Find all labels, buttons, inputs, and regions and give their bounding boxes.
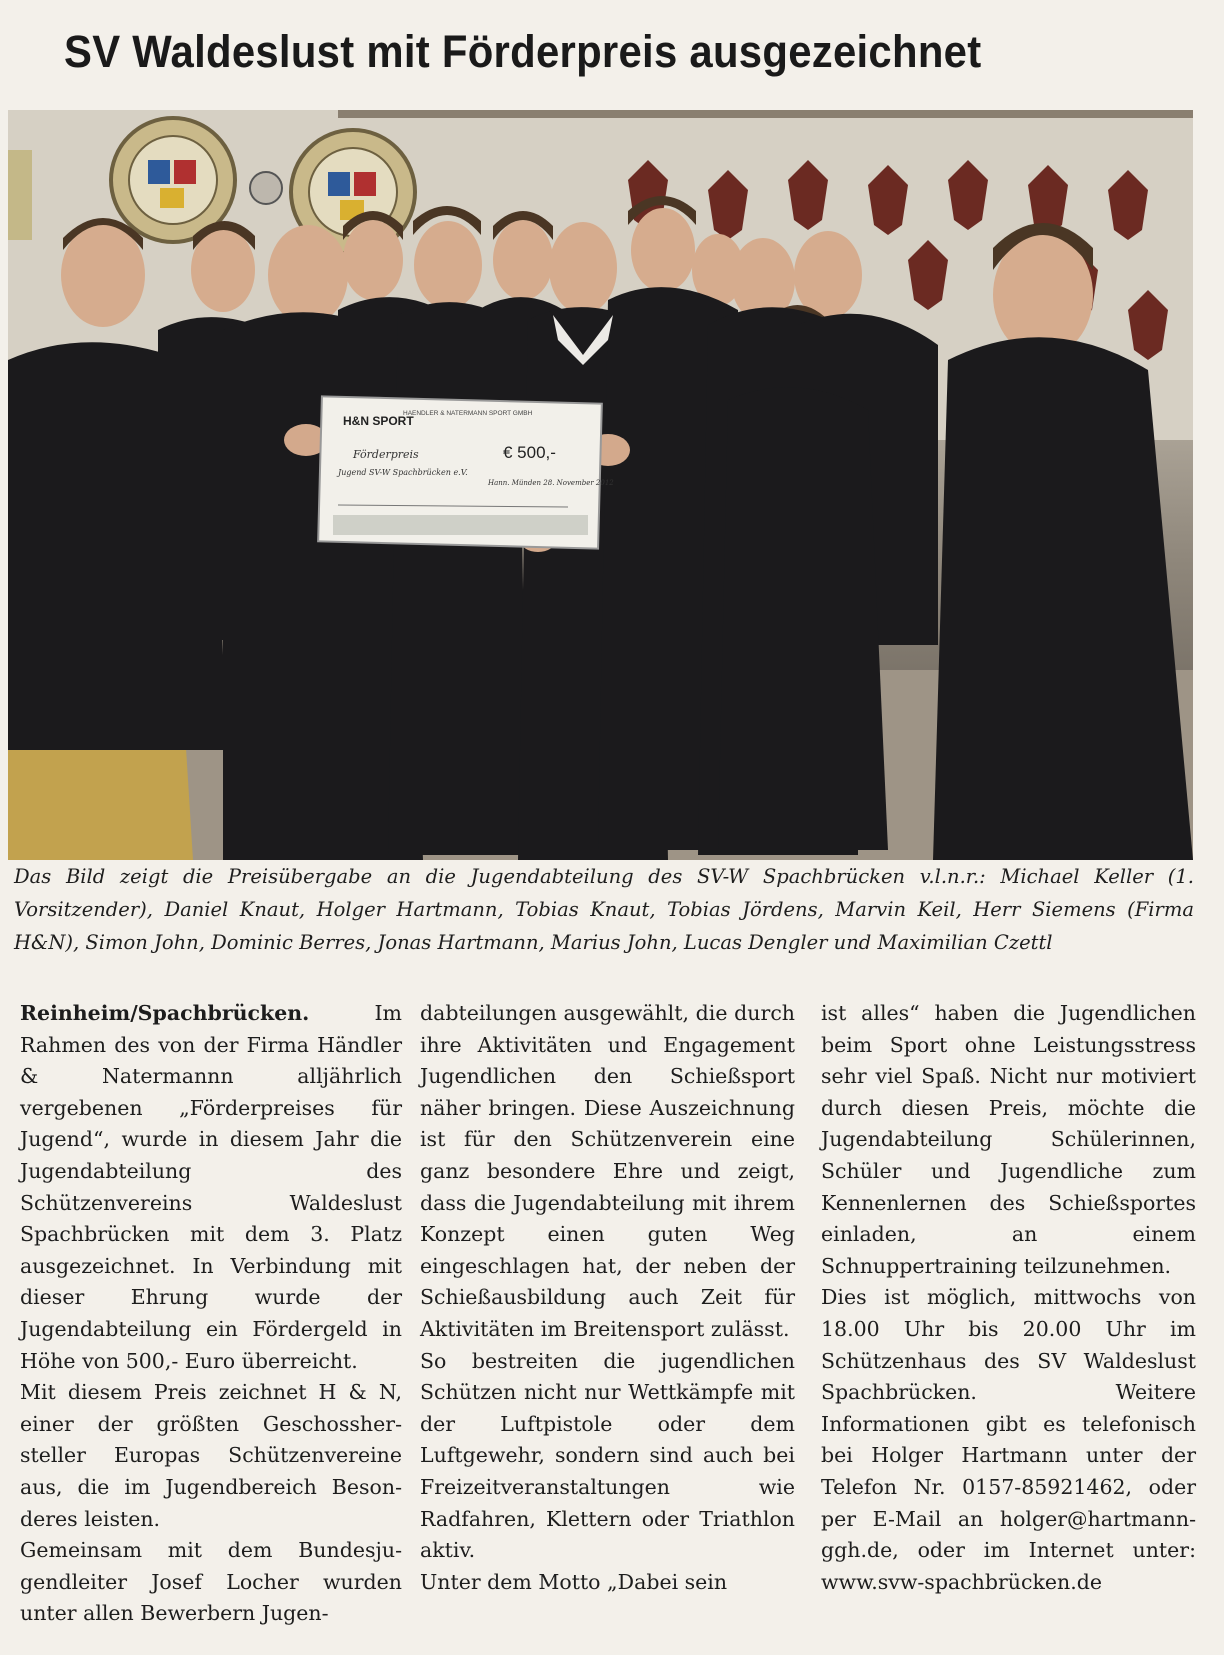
paragraph-text: Im Rahmen des von der Firma Händler & Natermannn alljährlich vergebenen „Förderpreises für Jugend“, wurde in diesem Jahr die Jugendabteilung des Schützenvereins Waldeslust Spachbrücken mit dem 3. Platz ausgezeichnet. In Verbindung mit dieser Ehrung wurde der Jugendabteilung ein Fördergeld in Höhe von 500,- Euro überreicht. [20,1001,402,1373]
check-place-date: Hann. Münden 28. November 2012 [488,479,614,487]
paragraph: Dies ist möglich, mittwochs von 18.00 Uhr bis 20.00 Uhr im Schützenhaus des SV Waldeslust Spachbrücken. Weitere Informationen gibt es telefonisch bei Holger Hartmann unter der Telefon Nr. 0157-85921462, oder per E-Mail an holger@hartmannggh.de, oder im Internet unter: www.svw-spachbrücken.de [821,1285,1196,1594]
paragraph: Mit diesem Preis zeichnet H & N, einer der größten Geschosshersteller Europas Schützenvereine aus, die im Jugendbereich Besonderes leisten. [20,1380,402,1531]
paragraph: ist alles“ haben die Jugendlichen beim Sport ohne Leistungsstress sehr viel Spaß. Nicht nur motiviert durch diesen Preis, möchte die Jugendabteilung Schülerinnen, Schüler und Jugendliche zum Kennenlernen des Schießsportes einladen, an einem Schnuppertraining teilzunehmen. [821,1001,1196,1278]
check-purpose: Förderpreis [353,448,419,461]
article-column-2 [420,998,795,1598]
paragraph: Unter dem Motto „Dabei sein [420,1569,728,1594]
paragraph: Gemeinsam mit dem Bundesjugendleiter Josef Locher wurden unter allen Bewerbern Jugen- [20,1538,402,1626]
check-logo: H&N SPORT [343,414,414,428]
paragraph [20,998,402,1377]
paragraph: dabteilungen ausgewählt, die durch ihre Aktivitäten und Engagement Jugendlichen den Schießsport näher bringen. Diese Auszeichnung ist für den Schützenverein eine ganz besondere Ehre und zeigt, dass die Jugendabteilung mit ihrem Konzept einen guten Weg eingeschlagen hat, der neben der Schießausbildung auch Zeit für Aktivitäten im Breitensport zulässt. [420,1001,795,1341]
photo-caption: Das Bild zeigt die Preisübergabe an die Jugendabteilung des SV-W Spachbrücken v.l.n.r.: Michael Keller (1. Vorsitzender), Daniel Knaut, Holger Hartmann, Tobias Knaut, Tobias Jördens, Marvin Keil, Herr Siemens (Firma H&N), Simon John, Dominic Berres, Jonas Hartmann, Marius John, Lucas Dengler und Maximilian Czettl [14,865,1194,954]
badge-edge [8,150,32,240]
group-photo [8,110,1193,860]
prize-check [318,396,614,548]
check-amount: € 500,- [503,443,556,462]
ceiling-beam [338,110,1193,118]
headline: SV Waldeslust mit Förderpreis ausgezeichnet [64,26,982,77]
dateline: Reinheim/Spachbrücken. [20,1001,310,1025]
check-payee: Jugend SV-W Spachbrücken e.V. [338,468,468,477]
article-column-1 [20,998,402,1630]
paragraph: So bestreiten die jugendlichen Schützen nicht nur Wettkämpfe mit der Luftpistole oder dem Luftgewehr, sondern sind auch bei Freizeitveranstaltungen wie Radfahren, Klettern oder Triathlon aktiv. [420,1348,795,1563]
check-company: HAENDLER & NATERMANN SPORT GMBH [403,410,533,417]
wall-clock [250,172,282,204]
photo-illustration [8,110,1193,860]
article-column-3 [821,998,1196,1598]
